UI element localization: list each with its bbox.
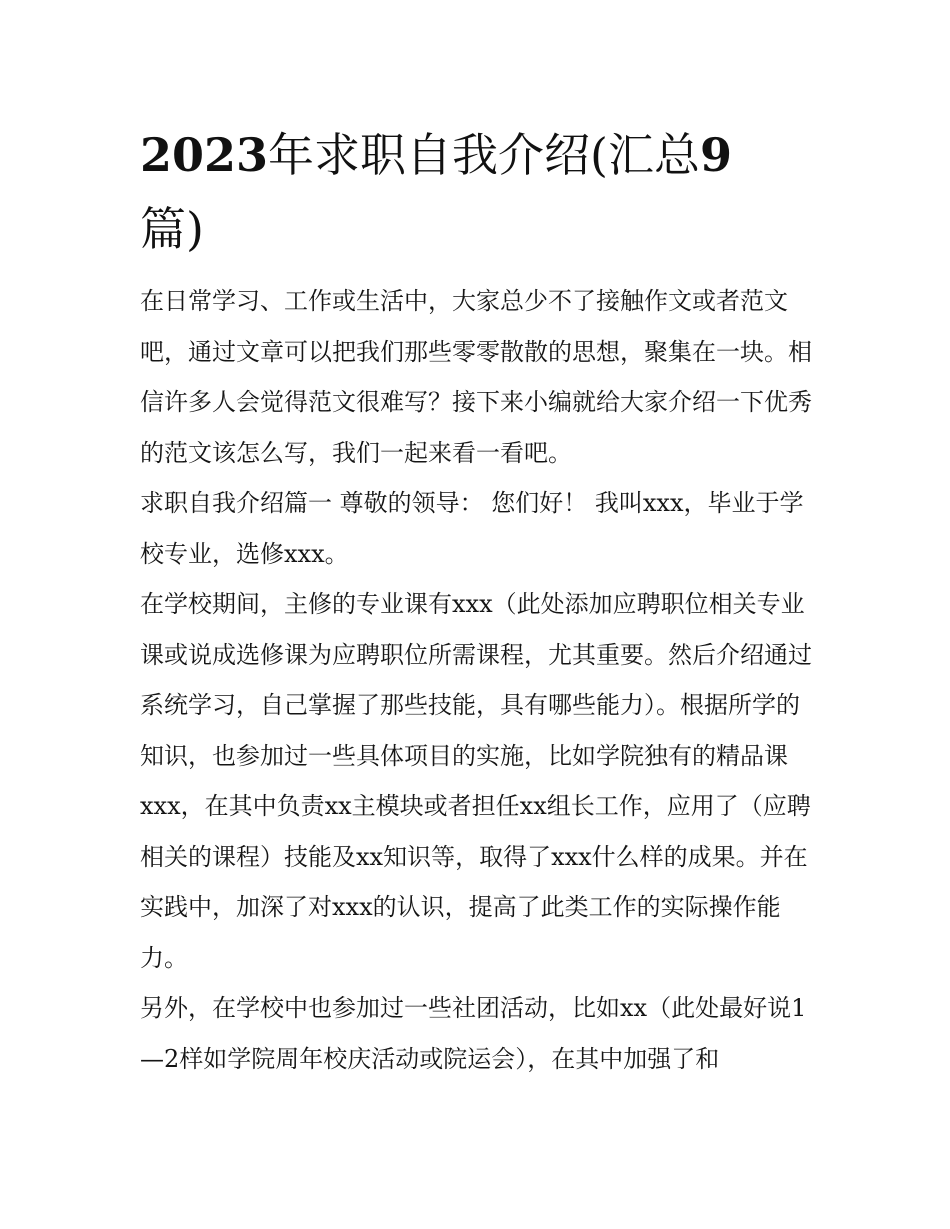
title-count: 9 bbox=[699, 128, 732, 182]
document-title bbox=[140, 118, 800, 266]
document-body bbox=[140, 276, 820, 1084]
title-main: 年求职自我介绍(汇总 bbox=[268, 128, 700, 182]
title-year: 2023 bbox=[140, 128, 269, 182]
paragraph-intro: 在日常学习、工作或生活中，大家总少不了接触作文或者范文吧，通过文章可以把我们那些零零散散的思想，聚集在一块。相信许多人会觉得范文很难写？接下来小编就给大家介绍一下优秀的范文该怎么写，我们一起来看一看吧。 bbox=[140, 287, 812, 467]
title-suffix: 篇) bbox=[140, 202, 204, 256]
paragraph-activities: 另外，在学校中也参加过一些社团活动，比如xx（此处最好说1—2样如学院周年校庆活动或院运会），在其中加强了和 bbox=[140, 994, 807, 1073]
paragraph-education: 在学校期间，主修的专业课有xxx（此处添加应聘职位相关专业课或说成选修课为应聘职位所需课程，尤其重要。然后介绍通过系统学习，自己掌握了那些技能，具有哪些能力）。根据所学的知识，也参加过一些具体项目的实施，比如学院独有的精品课xxx，在其中负责xx主模块或者担任xx组长工作，应用了（应聘相关的课程）技能及xx知识等，取得了xxx什么样的成果。并在实践中，加深了对xxx的认识，提高了此类工作的实际操作能力。 bbox=[140, 590, 812, 972]
paragraph-greeting: 求职自我介绍篇一 尊敬的领导： 您们好！ 我叫xxx，毕业于学校专业，选修xxx。 bbox=[140, 489, 804, 568]
